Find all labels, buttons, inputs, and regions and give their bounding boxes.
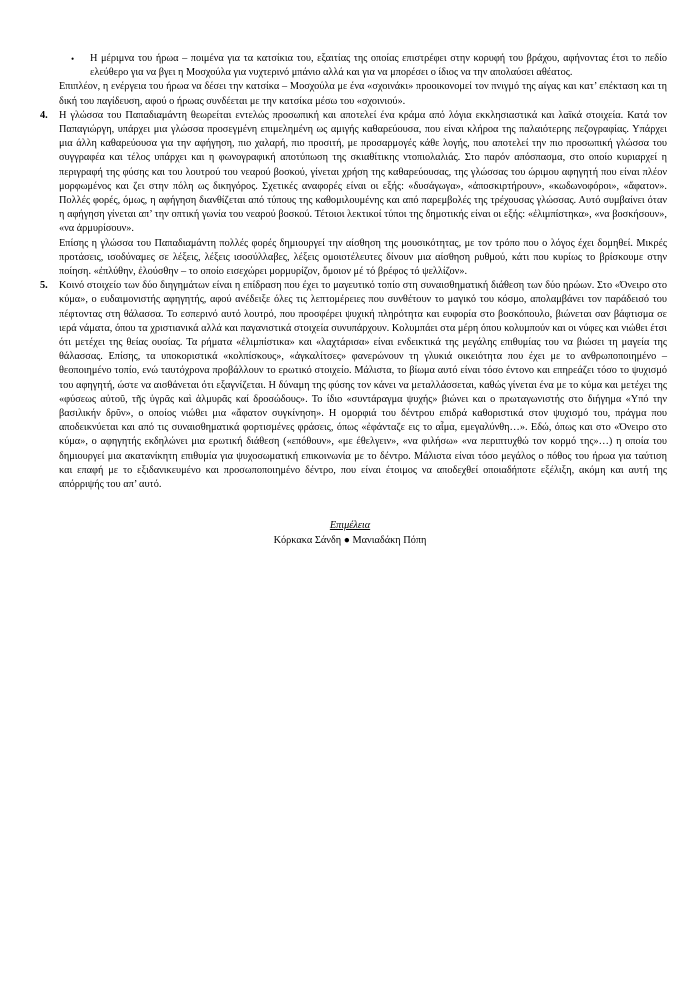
numbered-item-4-paragraph-1: Η γλώσσα του Παπαδιαμάντη θεωρείται εντελώς προσωπική και αποτελεί ένα κράμα από λόγια εκκλησιαστικά και λαϊκά στοιχεία. Κατά τον Παπαγιώργη, υπάρχει μια γλώσσα προσεγμένη επιμελημένη ως αμιγής καθαρεύουσα, που είναι κλήροα της παλαιότερης πεζογραφίας. Υπάρχει μια άλλη καθαρεύουσα για την αφήγηση, πιο χαλαρή, πιο προσιτή, με προσαρμογές κάθε λογής, που αποτελεί την πιο προσωπική γλώσσα του συγγραφέα και τέλος υπάρχει και η φωνογραφική αποτύπωση της σκιαθίτικης ντοπιολαλιάς. Στο παρόν απόσπασμα, στο οποίο κυριαρχεί η περιγραφή της φύσης και του λουτρού του νεαρού βοσκού, γίνεται χρήση της καθαρεύουσας, της γλώσσας του ώριμου αφηγητή που είναι πλέον μορφωμένος και ζει στην πόλη ως δικηγόρος. Σχετικές αναφορές είναι οι εξής: «δυσάγωγα», «ἀποσκιρτήρουν», «κωδωνοφόροι», «ἄφατον». Πολλές φορές, όμως, η αφήγηση διανθίζεται από τύπους της καθομιλουμένης και από παρεμβολές της τρέχουσας γλώσσας. Αυτό συμβαίνει όταν η αφήγηση γίνεται απ’ την οπτική γωνία του νεαρού βοσκού. Τέτοιοι λεκτικοί τύποι της δημοτικής είναι οι εξής: «ἐλιμπίστηκα», «να βοσκήσουν», «να ἀρμυρίσουν». xyxy=(59,109,667,235)
credit-block xyxy=(33,519,667,548)
bullet-icon: • xyxy=(71,54,75,64)
item-number: 4. xyxy=(40,109,48,121)
bullet-list xyxy=(33,52,667,80)
bullet-item-text: Η μέριμνα του ήρωα – ποιμένα για τα κατσίκια του, εξαιτίας της οποίας επιστρέφει στην κορυφή του βράχου, αφήνοντας έτσι το πεδίο ελεύθερο για να βγει η Μοσχούλα για νυχτερινό μπάνιο αλλά και για να μπορέσει ο ίδιος να την απολαύσει αθέατος. xyxy=(90,53,667,79)
credit-names: Κόρκακα Σάνδη ● Μανιαδάκη Πόπη xyxy=(273,534,427,546)
numbered-item-5-paragraph-1: Κοινό στοιχείο των δύο διηγημάτων είναι η επίδραση που έχει το μαγευτικό τοπίο στη συναισθηματική διάθεση των δύο ηρώων. Στο «Όνειρο στο κύμα», ο ευδαιμονιστής αφηγητής, αφού ανέδειξε όλες τις λεπτομέρειες που συνθέτουν το μαγικό του κόσμο, απολαμβάνει τον παράδεισό του πέφτοντας στη θάλασσα. Το εσπερινό αυτό λουτρό, που προσφέρει ψυχική πληρότητα και ευφορία στο βοσκόπουλο, βιώνεται σαν βάφτισμα σε ιερά νάματα, όπου τα χριστιανικά αλλά και παγανιστικά στοιχεία συνυπάρχουν. Κολυμπάει στα μέρη όπου κολυμπούν και οι νύφες και νιώθει έτσι ότι μετέχει της θείας ουσίας. Τα ρήματα «ἐλιμπίστικα» και «λαχτάρισα» είναι ενδεικτικά της μεγάλης επιθυμίας του να βιώσει τη μαγεία της θάλασσας. Επίσης, τα υποκοριστικά «κολπίσκους», «ἀγκαλίτσες» φανερώνουν τη γλυκιά οικειότητα που έχει με το ανθρωποποιημένο – θεοποιημένο τοπίο, ενώ ταυτόχρονα προβάλλουν το ερωτικό στοιχείο. Μάλιστα, το βίωμα αυτό είναι τόσο έντονο και επηρεάζει τόσο το ψυχισμό του αφηγητή, ώστε να αισθάνεται ότι εξαγνίζεται. Η δύναμη της φύσης τον κάνει να μεταλλάσσεται, καθώς γίνεται ένα με το κύμα και μετέχει της «φύσεως αὐτοῦ, τῆς ὑγρᾶς καὶ ἁλμυρᾶς καί δροσώδους». Το ίδιο «συντάραγμα ψυχής» βιώνει και ο πρωταγωνιστής στο διήγημα «Υπό την βασιλικήν δρῦν», ο οποίος νιώθει μια «ἄφατον συγκίνηση». Η ομορφιά του δέντρου επιδρά καθοριστικά στον ψυχισμό του, πράγμα που αποδεικνύεται και από τις συναισθηματικά φορτισμένες φράσεις, όπως «ἐφάνταζε εις το αἷμα, εμεγαλύνθη…». Εδώ, όπως και στο «Όνειρο στο κύμα», ο αφηγητής εκδηλώνει μια ερωτική διάθεση («επόθουν», «με έθελγειν», «να φιλήσω» «να περιπτυχθώ τον κορμό της»…) η οποία του δημιουργεί μια ακατανίκητη επιθυμία για ψυχοσωματική επικοινωνία με το δέντρο. Μάλιστα είναι τόσο μεγάλος ο πόθος του ήρωα για ταύτιση και επαφή με το εξιδανικευμένο και προσωποποιημένο δέντρο, που είναι έτοιμος να αποδεχθεί οποιαδήποτε εξέλιξη, ακόμη και αυτή της απόρριψής του απ’ αυτό. xyxy=(59,280,667,491)
credit-title: Επιμέλεια xyxy=(329,520,371,532)
numbered-item-4 xyxy=(33,109,667,279)
document-body xyxy=(33,52,667,548)
numbered-item-4-paragraph-2: Επίσης η γλώσσα του Παπαδιαμάντη πολλές φορές δημιουργεί την αίσθηση της μουσικότητας, με τον τρόπο που ο λόγος έχει δομηθεί. Μικρές προτάσεις, ισοδύναμες σε λέξεις, λέξεις ισοσύλλαβες, λέξεις ομοιοτέλευτες δίνουν μια αίσθηση ρυθμού, κάτι που κυρίως το βρίσκουμε στην ποίηση. «ἐπλύθην, ἐλούσθην – το οποίο εισεχώρει μορμυρίζον, ὅμοιον μέ τό βρέφος τό ψελλίζον». xyxy=(59,237,667,278)
numbered-item-5 xyxy=(33,279,667,492)
list-item xyxy=(33,52,667,80)
item-number: 5. xyxy=(40,280,48,292)
continuation-paragraph: Επιπλέον, η ενέργεια του ήρωα να δέσει την κατσίκα – Μοσχούλα με ένα «σχοινάκι» προοικονομεί τον πνιγμό της αίγας και κατ’ επέκταση και τη δική του παγίδευση, αφού ο ήρωας συνδέεται με την κατσίκα μέσω του «σχοινιού». xyxy=(59,81,667,107)
